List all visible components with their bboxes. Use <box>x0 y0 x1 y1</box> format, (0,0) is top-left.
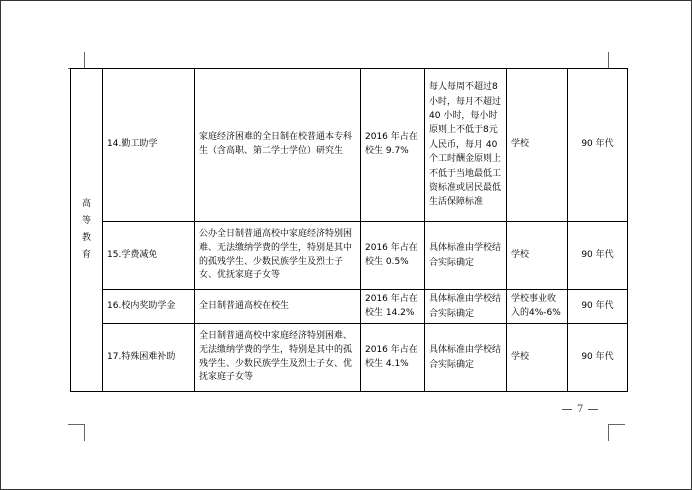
item-name: 16.校内奖助学金 <box>103 290 195 324</box>
item-target: 全日制普通高校在校生 <box>195 290 361 324</box>
category-char: 高 <box>81 198 91 209</box>
page-number-value: 7 <box>577 404 584 415</box>
item-target: 家庭经济困难的全日制在校普通本专科生（含高职、第二学士学位）研究生 <box>195 69 361 222</box>
item-standard: 每人每周不超过8小时，每月不超过 40 小时，每小时原则上不低于8元人民币，每月 40 个工时酬金原则上不低于当地最低工资标准或居民最低生活保障标准 <box>425 69 507 222</box>
category-char: 等 <box>81 215 91 226</box>
item-funder: 学校 <box>507 324 568 392</box>
item-standard: 具体标准由学校结合实际确定 <box>425 290 507 324</box>
page-number <box>562 404 598 415</box>
item-ratio: 2016 年占在校生 9.7% <box>361 69 425 222</box>
crop-mark-bottom-left <box>68 424 85 441</box>
category-char: 教 <box>81 233 91 243</box>
dash-right <box>588 409 598 410</box>
item-standard: 具体标准由学校结合实际确定 <box>425 222 507 290</box>
item-funder: 学校 <box>507 222 568 290</box>
crop-mark-bottom-right <box>608 424 625 441</box>
category-cell <box>71 69 103 392</box>
item-funder: 学校事业收入的4%-6% <box>507 290 568 324</box>
table-row <box>71 69 628 222</box>
item-start: 90 年代 <box>568 290 628 324</box>
item-name: 14.勤工助学 <box>103 69 195 222</box>
category-char: 育 <box>81 250 91 261</box>
crop-mark-top-right <box>608 52 625 69</box>
item-ratio: 2016 年占在校生 4.1% <box>361 324 425 392</box>
crop-mark-top-left <box>68 52 85 69</box>
dash-left <box>562 409 572 410</box>
table-row <box>71 222 628 290</box>
policy-table <box>70 68 628 392</box>
item-name: 17.特殊困难补助 <box>103 324 195 392</box>
table-row <box>71 324 628 392</box>
item-ratio: 2016 年占在校生 0.5% <box>361 222 425 290</box>
item-start: 90 年代 <box>568 324 628 392</box>
table-row <box>71 290 628 324</box>
item-start: 90 年代 <box>568 222 628 290</box>
item-target: 公办全日制普通高校中家庭经济特别困难、无法缴纳学费的学生，特别是其中的孤残学生、少数民族学生及烈士子女、优抚家庭子女等 <box>195 222 361 290</box>
item-funder: 学校 <box>507 69 568 222</box>
item-ratio: 2016 年占在校生 14.2% <box>361 290 425 324</box>
item-target: 全日制普通高校中家庭经济特别困难、无法缴纳学费的学生，特别是其中的孤残学生、少数民族学生及烈士子女、优抚家庭子女等 <box>195 324 361 392</box>
item-standard: 具体标准由学校结合实际确定 <box>425 324 507 392</box>
item-start: 90 年代 <box>568 69 628 222</box>
item-name: 15.学费减免 <box>103 222 195 290</box>
